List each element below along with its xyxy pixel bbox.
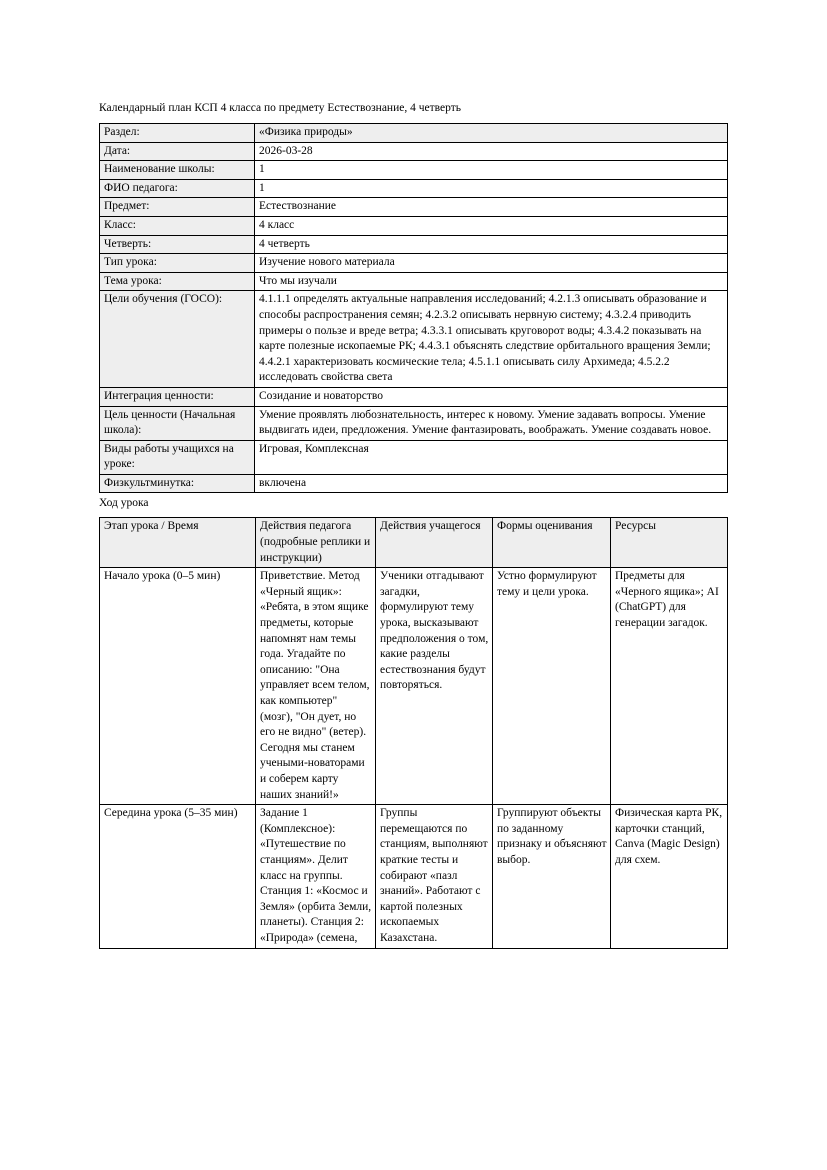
info-value-lesson-topic: Что мы изучали — [255, 272, 728, 291]
table-row — [100, 474, 728, 493]
info-label-razdel: Раздел: — [100, 124, 255, 143]
info-label-fizminutka: Физкультминутка: — [100, 474, 255, 493]
info-value-value-integration: Созидание и новаторство — [255, 387, 728, 406]
info-value-razdel: «Физика природы» — [255, 124, 728, 143]
info-label-work-types: Виды работы учащихся на уроке: — [100, 440, 255, 474]
info-value-work-types: Игровая, Комплексная — [255, 440, 728, 474]
table-row — [100, 161, 728, 180]
cell-student-middle: Группы перемещаются по станциям, выполняют краткие тесты и собирают «пазл знаний». Работают с картой полезных ископаемых Казахстана. — [376, 805, 493, 948]
table-row — [100, 216, 728, 235]
info-label-goals: Цели обучения (ГОСО): — [100, 291, 255, 388]
column-header-stage: Этап урока / Время — [100, 518, 256, 568]
table-row — [100, 235, 728, 254]
table-row — [100, 179, 728, 198]
lesson-info-body — [100, 124, 728, 493]
info-label-data: Дата: — [100, 142, 255, 161]
page-title: Календарный план КСП 4 класса по предмету Естествознание, 4 четверть — [99, 102, 461, 114]
table-row — [100, 291, 728, 388]
table-row — [100, 254, 728, 273]
cell-resources-middle: Физическая карта РК, карточки станций, Canva (Magic Design) для схем. — [611, 805, 728, 948]
info-label-lesson-topic: Тема урока: — [100, 272, 255, 291]
info-label-class: Класс: — [100, 216, 255, 235]
cell-student-start: Ученики отгадывают загадки, формулируют тему урока, высказывают предположения о том, какие разделы естествознания будут повторяться. — [376, 568, 493, 805]
lesson-info-table — [99, 123, 728, 493]
cell-assessment-middle: Группируют объекты по заданному признаку и объясняют выбор. — [493, 805, 611, 948]
info-value-fizminutka: включена — [255, 474, 728, 493]
table-row — [100, 387, 728, 406]
table-row — [100, 272, 728, 291]
info-value-subject: Естествознание — [255, 198, 728, 217]
info-value-quarter: 4 четверть — [255, 235, 728, 254]
column-header-resources: Ресурсы — [611, 518, 728, 568]
info-value-school: 1 — [255, 161, 728, 180]
info-value-lesson-type: Изучение нового материала — [255, 254, 728, 273]
document-body — [99, 100, 727, 949]
info-label-value-integration: Интеграция ценности: — [100, 387, 255, 406]
table-row — [100, 124, 728, 143]
info-value-value-goal: Умение проявлять любознательность, интерес к новому. Умение задавать вопросы. Умение выдвигать идеи, предложения. Умение фантазировать, воображать. Умение создавать новое. — [255, 406, 728, 440]
info-label-value-goal: Цель ценности (Начальная школа): — [100, 406, 255, 440]
column-header-assessment: Формы оценивания — [493, 518, 611, 568]
column-header-student-actions: Действия учащегося — [376, 518, 493, 568]
info-label-subject: Предмет: — [100, 198, 255, 217]
cell-resources-start: Предметы для «Черного ящика»; AI (ChatGPT) для генерации загадок. — [611, 568, 728, 805]
info-value-goals: 4.1.1.1 определять актуальные направления исследований; 4.2.1.3 описывать образование и способы распространения семян; 4.2.3.2 описывать нервную систему; 4.3.2.4 приводить примеры о пользе и вреде ветра; 4.3.3.1 описывать круговорот воды; 4.3.4.2 показывать на карте полезные ископаемые РК; 4.4.3.1 объяснять следствие орбитального вращения Земли; 4.4.2.1 характеризовать космические тела; 4.5.1.1 описывать силу Архимеда; 4.5.2.2 исследовать свойства света — [255, 291, 728, 388]
cell-stage-start: Начало урока (0–5 мин) — [100, 568, 256, 805]
lesson-flow-body — [100, 568, 728, 948]
table-row — [100, 142, 728, 161]
info-value-class: 4 класс — [255, 216, 728, 235]
table-row — [100, 406, 728, 440]
table-header-row — [100, 518, 728, 568]
cell-assessment-start: Устно формулируют тему и цели урока. — [493, 568, 611, 805]
info-label-teacher: ФИО педагога: — [100, 179, 255, 198]
info-label-lesson-type: Тип урока: — [100, 254, 255, 273]
column-header-teacher-actions: Действия педагога (подробные реплики и инструкции) — [256, 518, 376, 568]
table-row — [100, 198, 728, 217]
cell-teacher-start: Приветствие. Метод «Черный ящик»: «Ребята, в этом ящике предметы, которые напомнят нам темы года. Угадайте по описанию: "Она управляет всем телом, как компьютер" (мозг), "Он дует, но его не видно" (ветер). Сегодня мы станем учеными-новаторами и соберем карту наших знаний!» — [256, 568, 376, 805]
cell-teacher-middle: Задание 1 (Комплексное): «Путешествие по станциям». Делит класс на группы. Станция 1: «Космос и Земля» (орбита Земли, планеты). Станция 2: «Природа» (семена, — [256, 805, 376, 948]
table-row — [100, 805, 728, 948]
info-label-school: Наименование школы: — [100, 161, 255, 180]
info-value-teacher: 1 — [255, 179, 728, 198]
table-row — [100, 568, 728, 805]
info-value-data: 2026-03-28 — [255, 142, 728, 161]
lesson-flow-header — [100, 518, 728, 568]
info-label-quarter: Четверть: — [100, 235, 255, 254]
section-heading-hod-uroka: Ход урока — [99, 497, 149, 510]
cell-stage-middle: Середина урока (5–35 мин) — [100, 805, 256, 948]
table-row — [100, 440, 728, 474]
lesson-flow-table — [99, 517, 728, 948]
